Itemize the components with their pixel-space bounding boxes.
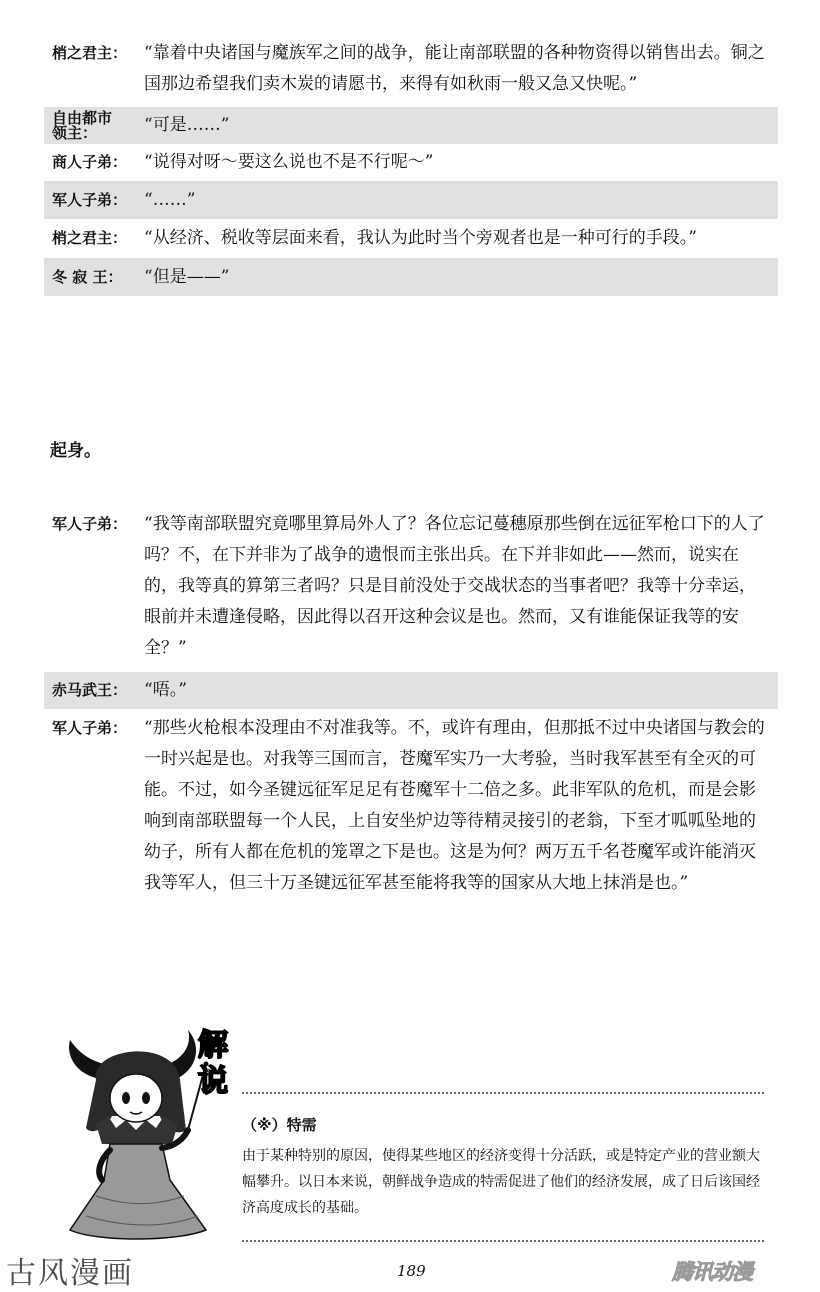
speech-text: “唔。” — [144, 680, 187, 700]
stage-direction: 起身。 — [50, 441, 101, 461]
speaker-label: 冬 寂 王： — [52, 268, 123, 286]
dialogue-row — [44, 36, 778, 100]
watermark-right: 腾讯动漫 — [672, 1260, 752, 1284]
dialogue-row — [44, 181, 778, 219]
dialogue-row — [44, 509, 778, 664]
dialogue-row — [44, 144, 778, 181]
speaker-label: 梢之君主： — [52, 229, 128, 247]
dialogue-row — [44, 258, 778, 296]
speaker-label: 商人子弟： — [52, 153, 128, 171]
speaker-label: 赤马武王： — [52, 681, 128, 699]
speech-text: “从经济、税收等层面来看，我认为此时当个旁观者也是一种可行的手段。” — [144, 228, 697, 248]
footnote-title: （※）特需 — [242, 1116, 317, 1134]
speaker-label: 自由都市 领主： — [52, 109, 113, 142]
dialogue-row — [44, 672, 778, 709]
speech-text: “那些火枪根本没理由不对准我等。不，或许有理由，但那抵不过中央诸国与教会的一时兴起是也。对我等三国而言，苍魔军实乃一大考验，当时我军甚至有全灭的可能。不过，如今圣键远征军足足有苍魔军十二倍之多。此非军队的危机，而是会影响到南部联盟每一个人民，上自安坐炉边等待精灵接引的老翁，下至才呱呱坠地的幼子，所有人都在危机的笼罩之下是也。这是为何？两万五千名苍魔军或许能消灭我等军人，但三十万圣键远征军甚至能将我等的国家从大地上抹消是也。” — [144, 718, 765, 893]
dialogue-bottom — [44, 509, 778, 899]
page-number: 189 — [397, 1262, 426, 1280]
speaker-label: 军人子弟： — [52, 191, 128, 209]
speech-text: “可是……” — [144, 115, 230, 135]
dialogue-row — [44, 107, 778, 144]
dialogue-row — [44, 709, 778, 899]
watermark-left: 古风漫画 — [6, 1256, 134, 1291]
speech-text: “我等南部联盟究竟哪里算局外人了？各位忘记蔓穗原那些倒在远征军枪口下的人了吗？不，在下并非为了战争的遗恨而主张出兵。在下并非如此——然而，说实在的，我等真的算第三者吗？只是目前没处于交战状态的当事者吧？我等十分幸运，眼前并未遭逢侵略，因此得以召开这种会议是也。然而，又有谁能保证我等的安全？” — [144, 514, 765, 658]
speech-text: “但是——” — [144, 267, 230, 287]
dialogue-top — [44, 36, 778, 296]
footnote-box — [242, 1092, 764, 1242]
speaker-label: 军人子弟： — [52, 719, 128, 737]
speaker-label: 梢之君主： — [52, 44, 128, 62]
footnote-body: 由于某种特别的原因，使得某些地区的经济变得十分活跃，或是特定产业的营业额大幅攀升。以日本来说，朝鲜战争造成的特需促进了他们的经济发展，成了日后该国经济高度成长的基础。 — [242, 1148, 760, 1216]
speech-text: “靠着中央诸国与魔族军之间的战争，能让南部联盟的各种物资得以销售出去。铜之国那边希望我们卖木炭的请愿书，来得有如秋雨一般又急又快呢。” — [144, 43, 765, 94]
speaker-label: 军人子弟： — [52, 515, 128, 533]
commentary-badge: 解说 — [198, 1028, 228, 1099]
speech-text: “……” — [144, 190, 196, 210]
dialogue-row — [44, 219, 778, 258]
speech-text: “说得对呀～要这么说也不是不行呢～” — [144, 152, 434, 172]
